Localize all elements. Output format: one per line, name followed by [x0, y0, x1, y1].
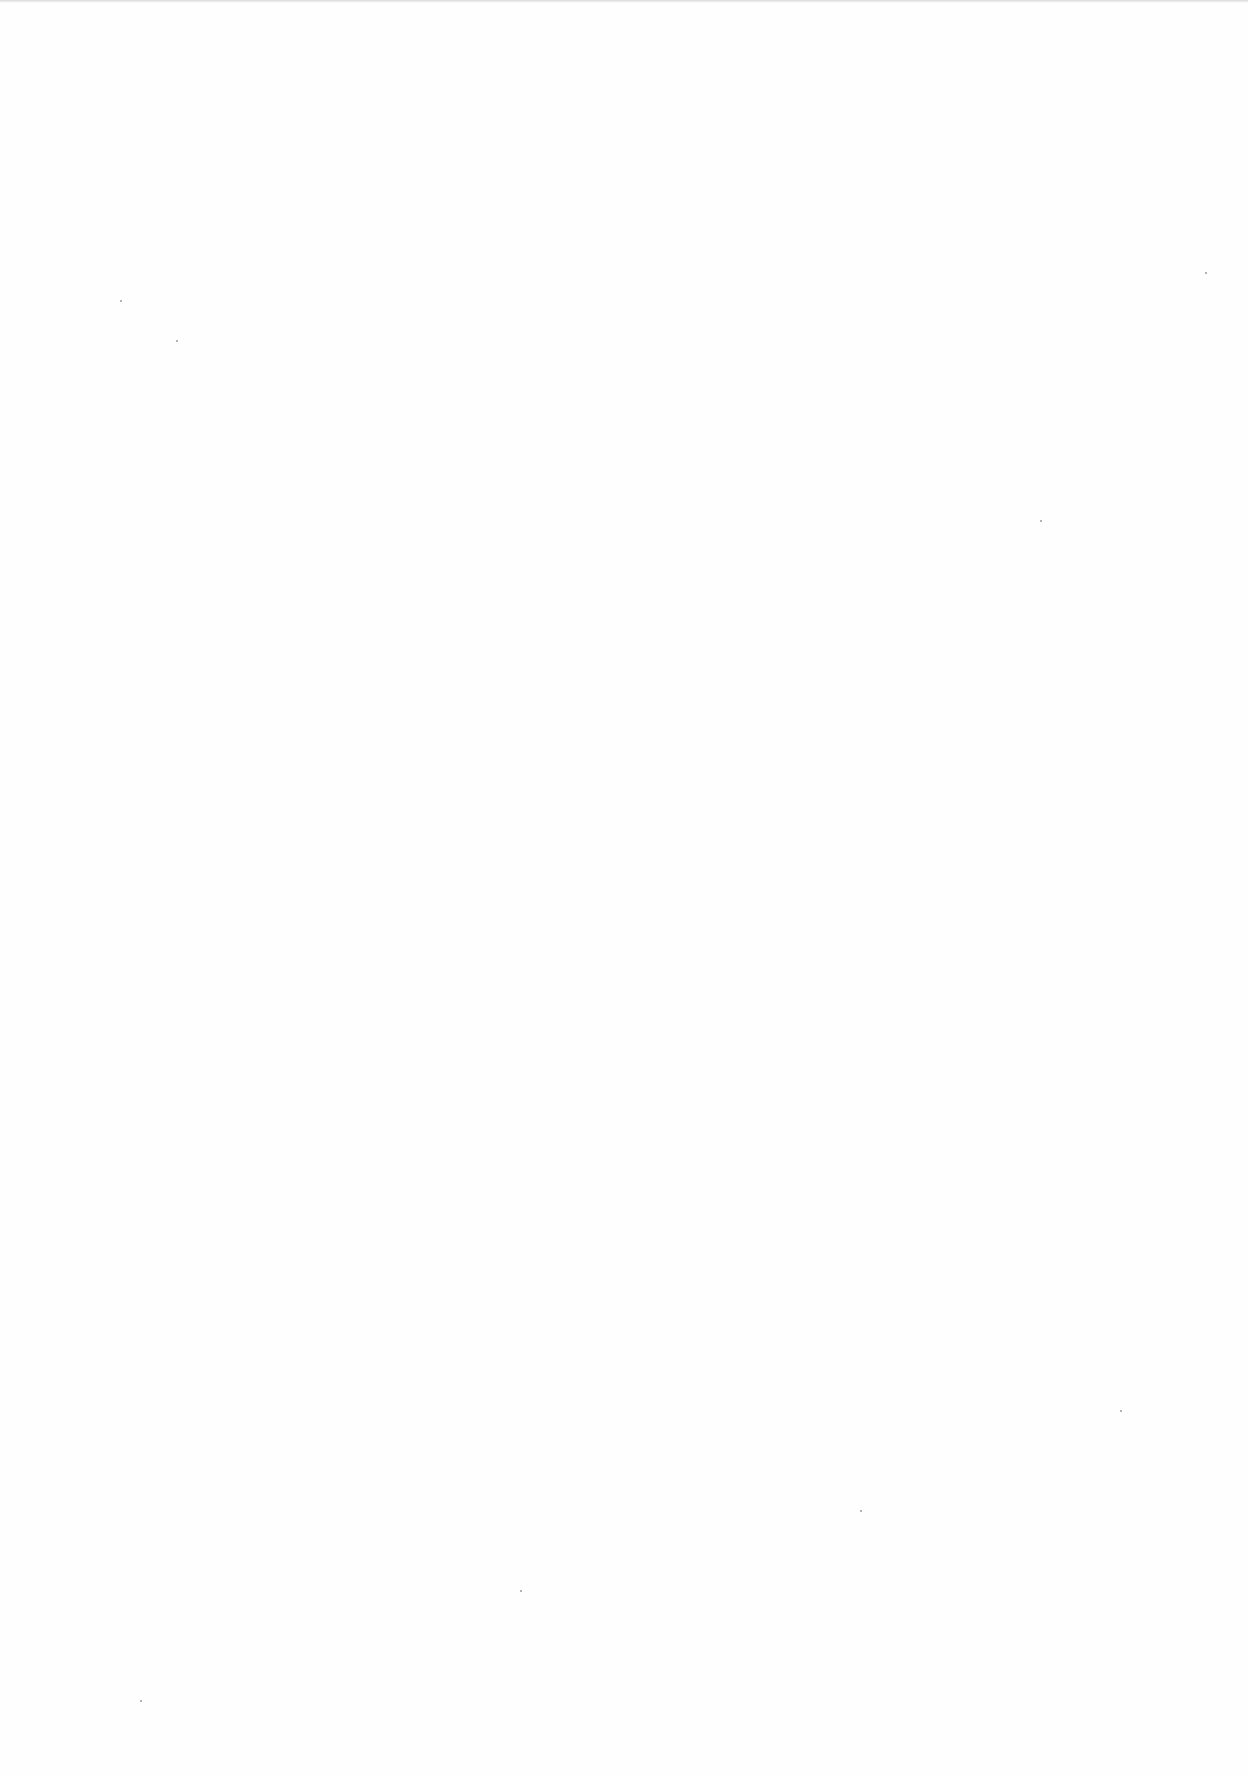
document-body — [196, 106, 1096, 136]
scan-speck — [860, 1510, 862, 1512]
scan-speck — [176, 340, 178, 342]
scan-speck — [520, 1590, 522, 1592]
scan-speck — [120, 300, 122, 302]
scan-edge — [0, 0, 1248, 3]
scan-speck — [1040, 520, 1042, 522]
scan-speck — [140, 1700, 142, 1702]
scan-speck — [1120, 1410, 1122, 1412]
scan-speck — [1205, 272, 1207, 274]
